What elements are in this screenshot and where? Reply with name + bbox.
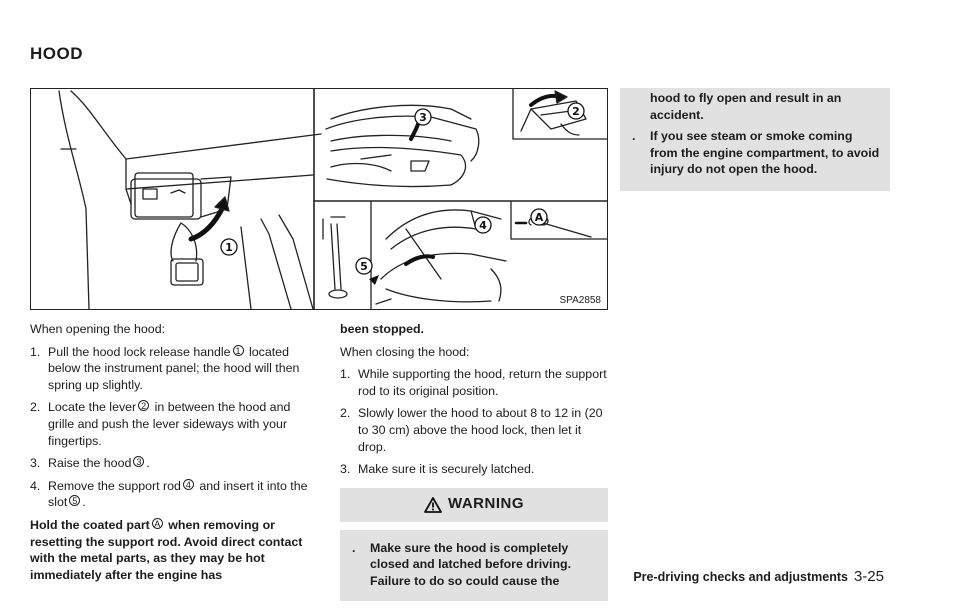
opening-step: 1. Pull the hood lock release handle 1 located below the instrument panel; the hood will then spring up slightly. xyxy=(30,344,300,392)
figure-code: SPA2858 xyxy=(559,295,601,306)
ref-circle: 5 xyxy=(69,495,80,506)
warning-label: WARNING xyxy=(448,495,524,513)
callout-A-label: A xyxy=(534,211,544,224)
section-title: HOOD xyxy=(30,44,83,63)
callout-4-label: 4 xyxy=(479,219,487,232)
closing-step: 2. Slowly lower the hood to about 8 to 12 in (20 to 30 cm) above the hood lock, then let it drop. xyxy=(340,406,603,454)
callout-5-label: 5 xyxy=(360,260,368,273)
closing-intro: When closing the hood: xyxy=(340,344,470,359)
warning-header xyxy=(340,488,608,522)
hood-illustration xyxy=(31,89,608,310)
opening-column xyxy=(30,321,318,589)
warning-continued-column xyxy=(620,88,890,191)
closing-step: 1. While supporting the hood, return the support rod to its original position. xyxy=(340,367,607,398)
page-number: 3-25 xyxy=(853,568,884,585)
callout-3-label: 3 xyxy=(419,111,427,124)
warning-body-continued xyxy=(620,88,890,191)
ref-circle: A xyxy=(152,518,163,529)
caution-paragraph: Hold the coated part A when removing or resetting the support rod. Avoid direct contact with the metal parts, as they may be hot immediately after the engine has xyxy=(30,517,303,582)
warning-bullet-continued: hood to fly open and result in an accident. xyxy=(650,91,842,122)
ref-circle: 4 xyxy=(183,479,194,490)
ref-circle: 2 xyxy=(138,400,149,411)
closing-column xyxy=(340,321,608,601)
footer-section: Pre-driving checks and adjustments xyxy=(633,570,848,584)
page-footer xyxy=(633,568,884,585)
caution-continued: been stopped. xyxy=(340,322,424,336)
callout-2-label: 2 xyxy=(572,105,580,118)
warning-bullet: . If you see steam or smoke coming from the engine compartment, to avoid injury do not open the hood. xyxy=(632,129,880,177)
callout-1-label: 1 xyxy=(225,241,233,254)
opening-intro: When opening the hood: xyxy=(30,322,166,336)
ref-circle: 1 xyxy=(233,345,244,356)
warning-icon xyxy=(424,497,442,513)
opening-step: 3. Raise the hood 3 . xyxy=(30,456,150,471)
warning-bullet: . Make sure the hood is completely closed and latched before driving. Failure to do so could cause the xyxy=(352,540,572,588)
hood-diagram xyxy=(30,88,608,310)
opening-step: 2. Locate the lever 2 in between the hood and grille and push the lever sideways with your fingertips. xyxy=(30,400,291,448)
opening-step: 4. Remove the support rod 4 and insert it into the slot 5 . xyxy=(30,478,308,510)
warning-body xyxy=(340,530,608,601)
ref-circle: 3 xyxy=(133,456,144,467)
closing-step: 3. Make sure it is securely latched. xyxy=(340,462,535,477)
